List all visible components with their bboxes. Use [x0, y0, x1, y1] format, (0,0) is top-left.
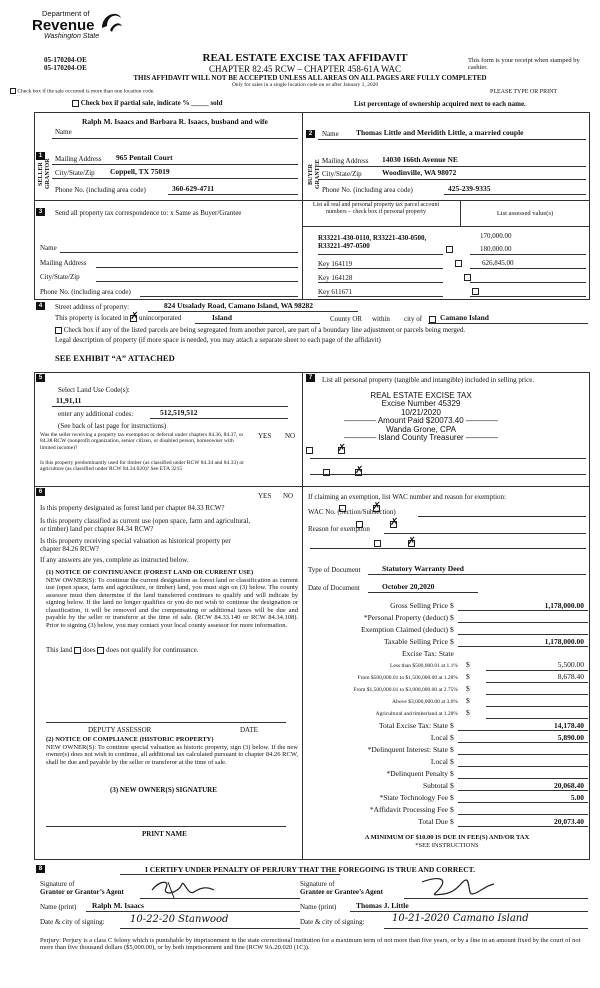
currency-sign: $ [466, 672, 470, 681]
currency-sign: $ [450, 745, 454, 754]
section-3-number: 3 [36, 208, 45, 216]
parcels-header-right: List assessed value(s) [496, 210, 554, 217]
additional-codes-label: enter any additional codes: [58, 410, 134, 418]
treasurer-stamp [326, 392, 516, 442]
seller-side-label: SELLER GRANTOR [38, 158, 51, 190]
tax-row [306, 756, 588, 768]
stamp-line-4: Wanda Grone, CPA [386, 424, 456, 434]
certify-statement: I CERTIFY UNDER PENALTY OF PERJURY THAT THE FOREGOING IS TRUE AND CORRECT. [144, 865, 475, 874]
segregated-row [55, 326, 465, 334]
land-use-code[interactable]: 11,91,11 [56, 396, 82, 405]
parcel-row-0-value[interactable]: 170,000.00 [480, 232, 512, 240]
tax-row-label: *Delinquent Penalty [386, 769, 448, 778]
new-owner-signature-label: (3) NEW OWNER(S) SIGNATURE [110, 786, 217, 794]
buyer-name-label: Name [322, 130, 339, 138]
currency-sign: $ [450, 793, 454, 802]
agency-line1: Department of [42, 9, 90, 18]
s5-no-header: NO [285, 432, 296, 440]
unincorporated-checkbox[interactable] [130, 315, 137, 322]
warning-banner: THIS AFFIDAVIT WILL NOT BE ACCEPTED UNLESS ALL AREAS ON ALL PAGES ARE FULLY COMPLETED [133, 74, 487, 82]
this-land-label: This land [46, 646, 73, 654]
currency-sign: $ [450, 637, 454, 646]
grantee-name[interactable]: Thomas J. Little [356, 901, 409, 910]
currency-sign: $ [450, 625, 454, 634]
wac-label: WAC No. (Section/Subsection) [308, 508, 396, 516]
segregated-checkbox[interactable] [55, 327, 62, 334]
tax-row [306, 816, 588, 828]
section-2-number: 2 [306, 130, 315, 138]
land-use-label: Select Land Use Code(s): [58, 386, 130, 394]
does-not-label: does not qualify for continuance. [106, 646, 199, 654]
stamp-line-2: 10/21/2020 [400, 407, 442, 417]
grantor-sig-label-1: Signature of [40, 880, 75, 888]
seller-name-label: Name [55, 128, 72, 136]
tax-row-value[interactable]: 1,178,000.00 [544, 637, 584, 646]
agency-line3: Washington State [44, 33, 100, 40]
s5-q1-no-checkbox[interactable] [338, 447, 345, 454]
grantor-date-label: Date & city of signing: [40, 918, 105, 926]
tax-table [306, 600, 588, 828]
s6-no-header: NO [283, 492, 294, 500]
tax-row-label: From $500,000.01 to $1,500,000.00 at 1.28% [357, 675, 458, 681]
street-label: Street address of property: [55, 303, 130, 311]
grantor-signature[interactable] [148, 876, 218, 900]
tax-row-label: Above $3,000,000.00 at 3.0% [392, 699, 458, 705]
tax-row-label: Taxable Selling Price [383, 637, 448, 646]
tax-row [306, 768, 588, 780]
stamp-line-5: ———— Island County Treasurer ———— [344, 432, 498, 442]
within-label: within [372, 315, 390, 323]
s5-question-1: Was the seller receiving a property tax exemption or deferral under chapters 84.36, 84.37, or 84.38 RCW (nonprofit organization, senior citizen, or disabled person, homeowner with limited income)? [40, 432, 244, 451]
form-number-1: 05-170204-OE [44, 56, 87, 64]
s6-yes-header: YES [258, 492, 272, 500]
seller-phone-label: Phone No. (including area code) [55, 186, 146, 194]
doc-date[interactable]: October 20,2020 [382, 582, 435, 591]
additional-codes[interactable]: 512,519,512 [160, 408, 198, 417]
seller-city-label: City/State/Zip [55, 169, 95, 177]
currency-sign: $ [466, 660, 470, 669]
tax-row [306, 804, 588, 816]
notice-continuance-title: (1) NOTICE OF CONTINUANCE (FOREST LAND OR CURRENT USE) [46, 569, 254, 576]
reason-label: Reason for exemption [308, 525, 370, 533]
section-5-number: 5 [36, 374, 45, 382]
seller-mailing-label: Mailing Address [55, 155, 102, 163]
tax-row-value[interactable]: 5,500.00 [557, 660, 584, 669]
corr-phone-label: Phone No. (including area code) [40, 288, 131, 296]
personal-property-label: List all personal property (tangible and intangible) included in selling price. [322, 376, 535, 384]
tax-row [306, 732, 588, 744]
tax-row-value[interactable]: 5,890.00 [557, 733, 584, 742]
currency-sign: $ [450, 805, 454, 814]
doc-date-label: Date of Document [308, 584, 360, 592]
parcel-row-0-account[interactable]: R33221-430-0110, R33221-430-0500, R33221-497-0500 [318, 234, 427, 251]
notice-compliance-body: NEW OWNER(S): To continue special valuation as historic property, sign (3) below. If the new owner(s) does not wish to continue, all additional tax calculated pursuant to chapter 84.26 RCW, shall be due and payable by the seller or transferor at the time of sale. [46, 744, 298, 766]
parcel-row-4-account[interactable]: Key 611671 [318, 288, 353, 296]
form-chapter: CHAPTER 82.45 RCW – CHAPTER 458-61A WAC [209, 64, 401, 74]
currency-sign: $ [450, 817, 454, 826]
unincorporated-label: unincorporated [138, 314, 182, 322]
print-name-label: PRINT NAME [142, 830, 187, 838]
location-row [55, 314, 181, 322]
city-of-label: city of [404, 315, 423, 323]
correspondence-text: Send all property tax correspondence to: x Same as Buyer/Grantee [55, 209, 242, 217]
parcel-row-1-value[interactable]: 180,000.00 [480, 245, 512, 253]
seller-city[interactable]: Coppell, TX 75019 [110, 167, 170, 176]
grantee-date-city[interactable]: 10-21-2020 Camano Island [392, 913, 529, 924]
tax-row-label: *Delinquent Interest: State [367, 745, 448, 754]
tax-row [306, 792, 588, 804]
section-6-number: 6 [36, 488, 45, 496]
see-instructions: *SEE INSTRUCTIONS [415, 842, 479, 849]
section-7-number: 7 [306, 374, 315, 382]
receipt-note: This form is your receipt when stamped by cashier. [468, 57, 580, 72]
tax-row-value[interactable]: 5.00 [570, 793, 584, 802]
section-1-number: 1 [36, 152, 45, 160]
tax-row-label: Local [430, 757, 448, 766]
does-label: does [82, 646, 96, 654]
seller-name[interactable]: Ralph M. Isaacs and Barbara R. Isaacs, husband and wife [82, 117, 268, 126]
swoosh-icon [98, 8, 124, 34]
tax-row-value[interactable]: 8,678.40 [557, 672, 584, 681]
tax-row-label: *Personal Property (deduct) [363, 613, 448, 622]
tax-row-label: *State Technology Fee [379, 793, 448, 802]
county-label: County OR [330, 315, 363, 323]
notice-compliance-title: (2) NOTICE OF COMPLIANCE (HISTORIC PROPERTY) [46, 736, 214, 743]
tax-row-label: From $1,500,000.01 to $3,000,000.00 at 2.75% [353, 687, 458, 693]
currency-sign: $ [450, 601, 454, 610]
property-city[interactable]: Camano Island [440, 313, 489, 322]
doc-type[interactable]: Statutory Warranty Deed [382, 564, 464, 573]
doc-type-label: Type of Document [308, 566, 361, 574]
grantor-name-label: Name (print) [40, 903, 77, 911]
s6-question-3: Is this property receiving special valuation as historical property per chapter 84.26 RCW? [40, 537, 231, 554]
partial-sale-checkbox[interactable] [72, 100, 79, 107]
tax-row [306, 660, 588, 672]
tax-row [306, 684, 588, 696]
assessor-date-label: DATE [240, 726, 258, 734]
tax-row-label: *Affidavit Processing Fee [369, 805, 448, 814]
grantee-name-label: Name (print) [300, 903, 337, 911]
tax-row-label: Excise Tax: State [402, 649, 454, 658]
parcel-row-1-checkbox[interactable] [446, 246, 453, 253]
partial-sale-row [72, 99, 223, 107]
grantee-sig-label [300, 880, 383, 896]
tax-row [306, 720, 588, 732]
currency-sign: $ [466, 708, 470, 717]
currency-sign: $ [450, 721, 454, 730]
tax-row [306, 708, 588, 720]
parcel-row-3-account[interactable]: Key 164128 [318, 274, 353, 282]
see-back: (See back of last page for instructions) [58, 422, 167, 430]
tax-row-label: Local [430, 733, 448, 742]
s5-q1-yes-checkbox[interactable] [306, 447, 313, 454]
county[interactable]: Island [212, 313, 233, 322]
exhibit-a: SEE EXHIBIT “A” ATTACHED [55, 353, 175, 363]
corr-city-label: City/State/Zip [40, 273, 80, 281]
currency-sign: $ [450, 769, 454, 778]
corr-mailing-label: Mailing Address [40, 259, 87, 267]
buyer-phone[interactable]: 425-239-9335 [448, 184, 491, 193]
type-or-print: PLEASE TYPE OR PRINT [490, 89, 558, 95]
buyer-mailing[interactable]: 14030 166th Avenue NE [382, 155, 458, 164]
s5-question-2: Is this property predominantly used for timber (as classified under RCW 84.34 and 84.33) or agriculture (as classified under RCW 84.34.020)? See ETA 3215 [40, 460, 244, 473]
tax-row [306, 780, 588, 792]
grantor-sig-label [40, 880, 124, 896]
tax-row-value[interactable]: 1,178,000.00 [544, 601, 584, 610]
does-qualify-checkbox[interactable] [74, 647, 81, 654]
tax-row [306, 612, 588, 624]
currency-sign: $ [466, 684, 470, 693]
multi-location-checkbox[interactable] [10, 88, 16, 94]
grantor-date-city[interactable]: 10-22-20 Stanwood [130, 914, 229, 925]
agency-line2: Revenue [32, 17, 95, 34]
any-yes-note: If any answers are yes, complete as instructed below. [40, 556, 189, 564]
located-label: This property is located in [55, 314, 129, 322]
tax-row [306, 624, 588, 636]
tax-row-label: Less than $500,000.01 at 1.1% [390, 663, 458, 669]
buyer-phone-label: Phone No. (including area code) [322, 186, 413, 194]
s6-question-1: Is this property designated as forest land per chapter 84.33 RCW? [40, 504, 225, 512]
form-title: REAL ESTATE EXCISE TAX AFFIDAVIT [202, 52, 408, 64]
seller-mailing[interactable]: 965 Pentail Court [116, 153, 173, 162]
exemption-label: If claiming an exemption, list WAC number and reason for exemption: [308, 493, 506, 501]
partial-sale-label: Check box if partial sale, indicate % _____ sold [80, 99, 223, 107]
parcel-row-2-value[interactable]: 626,845.00 [482, 259, 514, 267]
tax-row-value[interactable]: 14,178.40 [554, 721, 584, 730]
sub-note: Only for sales in a single location code on or after January 1, 2020 [231, 82, 379, 88]
s6-q2-no-checkbox[interactable] [390, 521, 397, 528]
grantee-sig-label-1: Signature of [300, 880, 335, 888]
legal-note: Legal description of property (if more space is needed, you may attach a separate sheet to each page of the affidavit) [55, 336, 381, 344]
stamp-line-0: REAL ESTATE EXCISE TAX [370, 391, 472, 400]
tax-row-label: Total Excise Tax: State [378, 721, 448, 730]
currency-sign: $ [450, 733, 454, 742]
parcel-row-3-checkbox[interactable] [464, 274, 471, 281]
grantee-sig-label-2: Grantee or Grantee’s Agent [300, 888, 384, 897]
multi-location-label: Check box if the sale occurred is more than one location code. [17, 88, 155, 95]
tax-row [306, 600, 588, 612]
s6-q3-no-checkbox[interactable] [408, 540, 415, 547]
currency-sign: $ [466, 696, 470, 705]
tax-row [306, 672, 588, 684]
tax-row-label: Subtotal [422, 781, 448, 790]
grantee-date-label: Date & city of signing: [300, 918, 365, 926]
corr-name-label: Name [40, 244, 57, 252]
parcel-row-4-checkbox[interactable] [472, 288, 479, 295]
multi-location-checkbox-row [10, 88, 155, 95]
section-4-number: 4 [36, 302, 45, 310]
buyer-name[interactable]: Thomas Little and Meridith Little, a married couple [356, 128, 524, 137]
parcel-row-2-account[interactable]: Key 164119 [318, 260, 353, 268]
seller-phone[interactable]: 360-629-4711 [172, 184, 215, 193]
tax-row-label: Agricultural and timberland at 1.28% [375, 711, 458, 717]
street-address[interactable]: 824 Utsalady Road, Camano Island, WA 98282 [164, 301, 314, 310]
tax-row-label: Gross Selling Price [390, 601, 448, 610]
segregated-label: Check box if any of the listed parcels are being segregated from another parcel, are part of a boundary line adjustment or parcels being merged. [63, 326, 466, 334]
buyer-mailing-label: Mailing Address [322, 157, 369, 165]
buyer-city[interactable]: Woodinville, WA 98072 [382, 168, 457, 177]
stamp-line-3: ———— Amount Paid $20073.40 ———— [344, 416, 498, 426]
grantee-signature[interactable] [418, 874, 498, 900]
buyer-city-label: City/State/Zip [322, 170, 362, 178]
section-8-number: 8 [36, 865, 45, 873]
tax-row-value[interactable]: 20,073.40 [554, 817, 584, 826]
notice-continuance-body: NEW OWNER(S): To continue the current designation as forest land or classification as current use (open space, farm and agriculture, or timber) land, you must sign on (3) below. The county assessor must then determine if the land transferred continues to qualify and will indicate by signing below. If the land no longer qualifies or you do not wish to continue the designation or classification, it will be removed and the compensating or additional taxes will be due and payable by the seller or transferor at the time of sale. (RCW 84.33.140 or RCW 84.34.108). Prior to signing (3) below, you may contact your local county assessor for more information. [46, 577, 298, 629]
form-number-2: 05-170204-OE [44, 64, 87, 72]
buyer-side-label: BUYER GRANTEE [308, 159, 321, 189]
grantor-sig-label-2: Grantor or Grantor’s Agent [40, 888, 124, 897]
minimum-note: A MINIMUM OF $10.00 IS DUE IN FEE(S) AND/OR TAX [364, 834, 530, 841]
s6-q3-yes-checkbox[interactable] [374, 540, 381, 547]
parcel-row-2-checkbox[interactable] [455, 260, 462, 267]
tax-row-label: Exemption Claimed (deduct) [360, 625, 448, 634]
tax-row-label: Total Due [418, 817, 448, 826]
within-city-checkbox[interactable] [429, 316, 436, 323]
dor-logo [30, 8, 125, 48]
parcels-header-left: List all real and personal property tax parcel account numbers – check box if personal property [312, 202, 440, 215]
tax-row [306, 636, 588, 648]
s6-question-2: Is this property classified as current use (open space, farm and agricultural, or timber) land per chapter 84.34 RCW? [40, 517, 251, 534]
s5-yes-header: YES [258, 432, 272, 440]
deputy-assessor-label: DEPUTY ASSESSOR [88, 726, 152, 734]
stamp-line-1: Excise Number 45329 [381, 399, 461, 409]
currency-sign: $ [450, 613, 454, 622]
tax-row [306, 648, 588, 660]
ownership-note: List percentage of ownership acquired next to each name. [354, 100, 526, 108]
tax-row [306, 744, 588, 756]
grantor-name[interactable]: Ralph M. Isaacs [92, 901, 144, 910]
perjury-note: Perjury: Perjury is a class C felony which is punishable by imprisonment in the state correctional institution for a maximum term of not more than five years, or by a fine in an amount fixed by the court of not more than five thousand dollars ($5,000.00), or by both imprisonment and fine (RCW 9A.20.020 (1C)). [40, 937, 581, 952]
currency-sign: $ [450, 781, 454, 790]
currency-sign: $ [450, 757, 454, 766]
tax-row-value[interactable]: 20,068.40 [554, 781, 584, 790]
continuance-row [46, 646, 198, 654]
tax-row [306, 696, 588, 708]
does-not-qualify-checkbox[interactable] [97, 647, 104, 654]
